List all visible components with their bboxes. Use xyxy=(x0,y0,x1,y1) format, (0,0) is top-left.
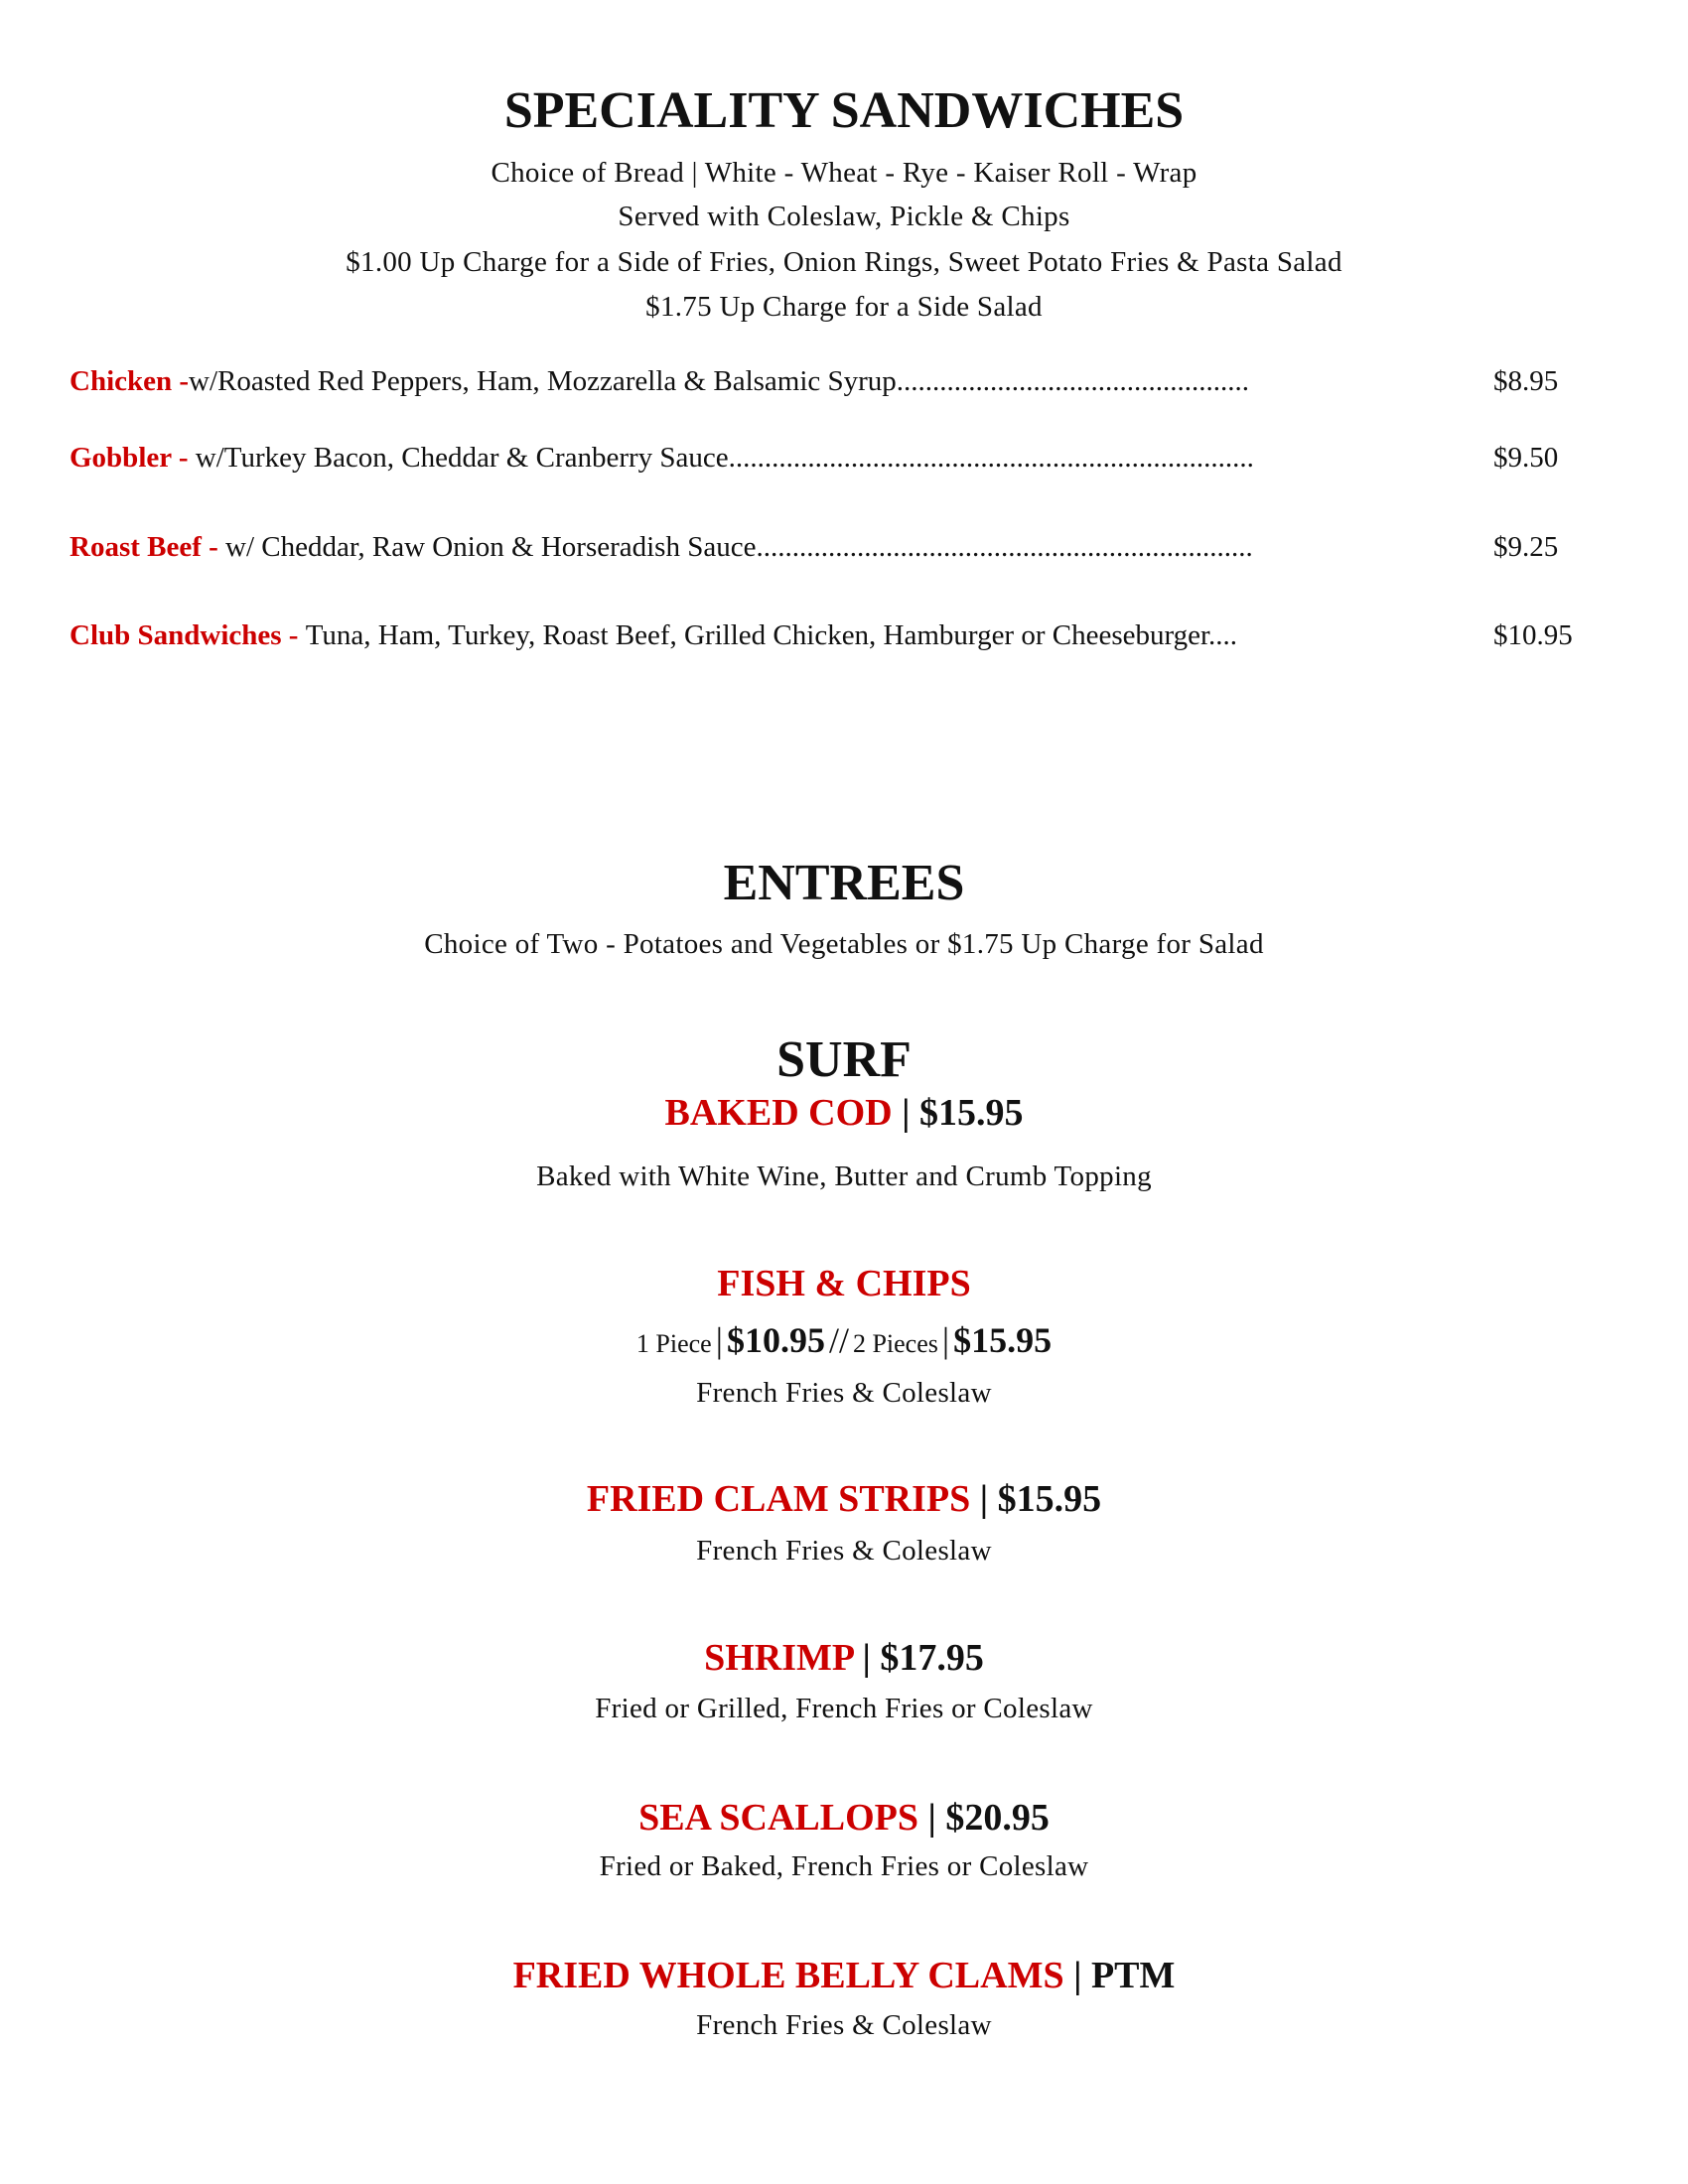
item-price: $15.95 xyxy=(918,1092,1024,1134)
sandwich-price: $9.50 xyxy=(1493,442,1559,474)
sandwich-row-chicken xyxy=(70,364,1618,398)
sandwich-description: w/Turkey Bacon, Cheddar & Cranberry Sauce......................................................................... xyxy=(195,442,1254,474)
item-name: SHRIMP xyxy=(704,1637,854,1679)
sandwiches-subtitle-bread: Choice of Bread | White - Wheat - Rye - Kaiser Roll - Wrap xyxy=(491,157,1197,189)
sandwich-price: $10.95 xyxy=(1493,619,1573,651)
surf-item-fried-whole-belly-clams xyxy=(0,1957,1688,1994)
item-price: PTM xyxy=(1090,1955,1176,1996)
item-name: FISH & CHIPS xyxy=(717,1263,971,1304)
surf-item-fish-chips xyxy=(0,1265,1688,1302)
item-description: French Fries & Coleslaw xyxy=(696,2009,992,2041)
sandwiches-subtitle-upcharge-fries: $1.00 Up Charge for a Side of Fries, Onion Rings, Sweet Potato Fries & Pasta Salad xyxy=(346,246,1342,278)
option-two-price: $15.95 xyxy=(953,1320,1053,1360)
separator: | xyxy=(1073,1955,1082,1996)
separator: | xyxy=(927,1797,936,1839)
option-one-price: $10.95 xyxy=(726,1320,825,1360)
surf-item-fried-clam-strips xyxy=(0,1480,1688,1518)
separator: | xyxy=(902,1092,911,1134)
item-name: SEA SCALLOPS xyxy=(638,1797,919,1839)
separator: | xyxy=(862,1637,871,1679)
option-divider: // xyxy=(828,1320,849,1360)
item-name: FRIED WHOLE BELLY CLAMS xyxy=(512,1955,1064,1996)
item-description: Fried or Grilled, French Fries or Coleslaw xyxy=(595,1693,1093,1724)
item-description: Baked with White Wine, Butter and Crumb Topping xyxy=(536,1160,1152,1192)
surf-title: SURF xyxy=(776,1031,912,1088)
fish-chips-options xyxy=(0,1322,1688,1358)
item-price: $15.95 xyxy=(997,1478,1102,1520)
item-price: $20.95 xyxy=(945,1797,1050,1839)
separator: | xyxy=(941,1320,950,1360)
sandwiches-subtitle-sides: Served with Coleslaw, Pickle & Chips xyxy=(618,201,1070,232)
sandwich-name: Club Sandwiches - xyxy=(70,619,306,651)
separator: | xyxy=(715,1320,723,1360)
sandwich-price: $9.25 xyxy=(1493,531,1559,563)
sandwich-description: w/ Cheddar, Raw Onion & Horseradish Sauce..................................................................... xyxy=(225,531,1253,563)
sandwich-row-club xyxy=(70,618,1618,652)
sandwich-price: $8.95 xyxy=(1493,365,1559,397)
item-price: $17.95 xyxy=(880,1637,984,1679)
entrees-title: ENTREES xyxy=(723,855,965,911)
surf-item-sea-scallops xyxy=(0,1799,1688,1837)
item-description: Fried or Baked, French Fries or Coleslaw xyxy=(599,1850,1089,1882)
sandwich-row-roast-beef xyxy=(70,530,1618,564)
sandwich-description: Tuna, Ham, Turkey, Roast Beef, Grilled Chicken, Hamburger or Cheeseburger.... xyxy=(305,619,1238,651)
item-name: BAKED COD xyxy=(664,1092,893,1134)
sandwich-description: w/Roasted Red Peppers, Ham, Mozzarella & Balsamic Syrup................................................. xyxy=(189,365,1250,397)
item-description: French Fries & Coleslaw xyxy=(696,1535,992,1567)
surf-item-baked-cod xyxy=(0,1094,1688,1132)
sandwich-name: Roast Beef - xyxy=(70,531,226,563)
sandwiches-subtitle-upcharge-salad: $1.75 Up Charge for a Side Salad xyxy=(645,291,1043,323)
sandwich-name: Chicken - xyxy=(70,365,190,397)
option-one-label: 1 Piece xyxy=(635,1329,712,1358)
item-name: FRIED CLAM STRIPS xyxy=(586,1478,971,1520)
sandwich-row-gobbler xyxy=(70,441,1618,475)
entrees-subtitle: Choice of Two - Potatoes and Vegetables or $1.75 Up Charge for Salad xyxy=(424,928,1264,960)
sandwich-name: Gobbler - xyxy=(70,442,196,474)
sandwiches-title: SPECIALITY SANDWICHES xyxy=(503,82,1185,139)
surf-item-shrimp xyxy=(0,1639,1688,1677)
item-description: French Fries & Coleslaw xyxy=(696,1377,992,1409)
separator: | xyxy=(979,1478,989,1520)
option-two-label: 2 Pieces xyxy=(852,1329,938,1358)
